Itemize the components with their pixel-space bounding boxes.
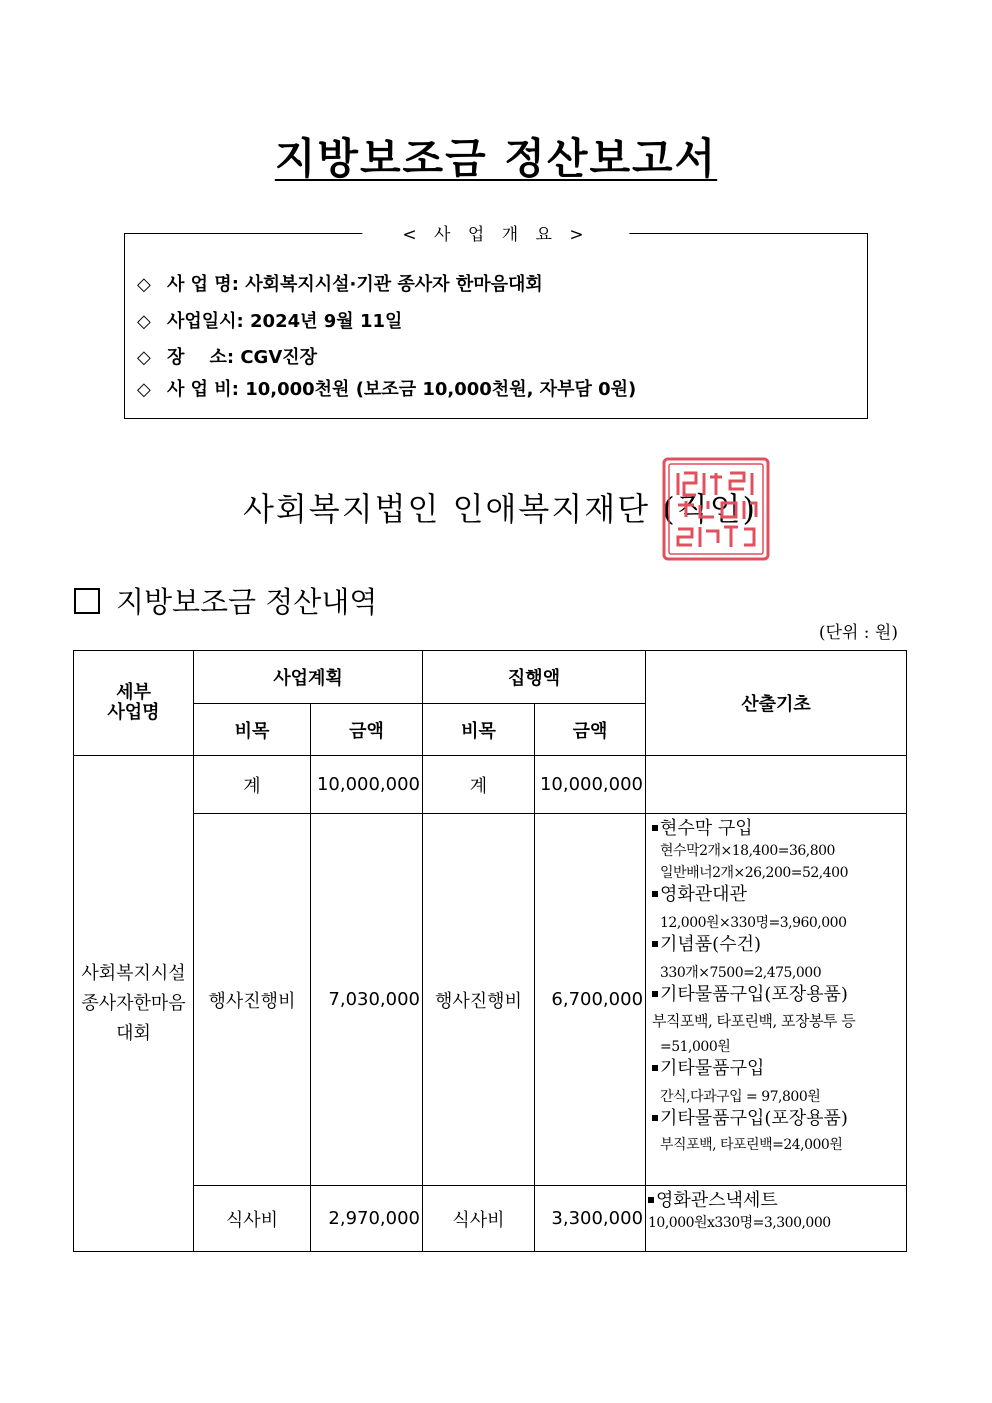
basis-detail: 330개×7500=2,475,000 [660,965,822,981]
basis-item: 영화관스낵세트 [648,1190,904,1212]
overview-heading: < 사 업 개 요 > [362,220,629,245]
diamond-bullet-icon: ◇ [137,347,151,368]
exec-category-cell: 계 [423,756,535,814]
basis-cell [646,1186,907,1252]
square-bullet-icon [648,1197,654,1203]
exec-category-cell: 행사진행비 [423,814,535,1186]
plan-category-cell: 행사진행비 [194,814,311,1186]
diamond-bullet-icon: ◇ [137,274,151,295]
overview-row-name: ◇ 사 업 명: 사회복지시설·기관 종사자 한마음대회 [137,274,543,295]
plan-amount-cell: 10,000,000 [311,756,423,814]
unit-label: (단위 : 원) [818,623,898,643]
square-bullet-icon [652,1115,658,1121]
header-plan-category: 비목 [194,704,311,756]
header-plan: 사업계획 [194,651,423,704]
plan-amount-cell: 7,030,000 [311,814,423,1186]
basis-item: 영화관대관 [652,884,904,906]
basis-item: 기타물품구입 [652,1058,904,1080]
diamond-bullet-icon: ◇ [137,311,151,332]
plan-category-cell: 계 [194,756,311,814]
overview-row-budget: ◇ 사 업 비: 10,000천원 (보조금 10,000천원, 자부담 0원) [137,379,637,400]
header-plan-amount: 금액 [311,704,423,756]
plan-amount-cell: 2,970,000 [311,1186,423,1252]
basis-item: 기타물품구입(포장용품) [652,1108,904,1130]
header-basis: 산출기초 [646,651,907,756]
square-bullet-icon [652,891,658,897]
basis-detail: 부직포백, 타포린백=24,000원 [660,1137,843,1153]
table-row [74,756,907,814]
exec-amount-cell: 6,700,000 [535,814,646,1186]
square-bullet-icon [652,991,658,997]
official-seal-icon [660,455,772,563]
basis-detail: 현수막2개×18,400=36,800 [660,843,835,859]
exec-amount-cell: 10,000,000 [535,756,646,814]
header-item-name: 세부 사업명 [74,651,194,756]
overview-row-place: ◇ 장 소: CGV진장 [137,347,318,368]
basis-detail: =51,000원 [660,1039,731,1055]
basis-detail: 12,000원×330명=3,960,000 [660,915,847,931]
square-bullet-icon [652,941,658,947]
header-exec-amount: 금액 [535,704,646,756]
basis-cell [646,756,907,814]
table-row [74,814,907,1186]
section-title: 지방보조금 정산내역 [74,580,377,621]
overview-row-date: ◇ 사업일시: 2024년 9월 11일 [137,311,403,332]
basis-detail: 간식,다과구입 = 97,800원 [660,1089,821,1105]
basis-item: 기타물품구입(포장용품) [652,984,904,1006]
organization-name: 사회복지법인 인애복지재단 (직인) [242,490,758,528]
basis-detail: 부직포백, 타포린백, 포장봉투 등 [652,1012,856,1030]
basis-item: 기념품(수건) [652,934,904,956]
basis-cell [646,814,907,1186]
header-executed: 집행액 [423,651,646,704]
table-row [74,1186,907,1252]
item-name-cell: 사회복지시설종사자한마음대회 [74,756,194,1252]
settlement-table [73,650,907,1252]
exec-amount-cell: 3,300,000 [535,1186,646,1252]
table-header-row [74,651,907,704]
diamond-bullet-icon: ◇ [137,379,151,400]
basis-detail: 10,000원x330명=3,300,000 [648,1215,831,1231]
basis-item: 현수막 구입 [652,818,904,840]
plan-category-cell: 식사비 [194,1186,311,1252]
square-bullet-icon [652,1065,658,1071]
basis-detail: 일반배너2개×26,200=52,400 [660,865,848,881]
document-title: 지방보조금 정산보고서 [274,134,718,183]
header-exec-category: 비목 [423,704,535,756]
project-overview-box [124,225,868,419]
exec-category-cell: 식사비 [423,1186,535,1252]
checkbox-square-icon [74,588,100,614]
square-bullet-icon [652,825,658,831]
